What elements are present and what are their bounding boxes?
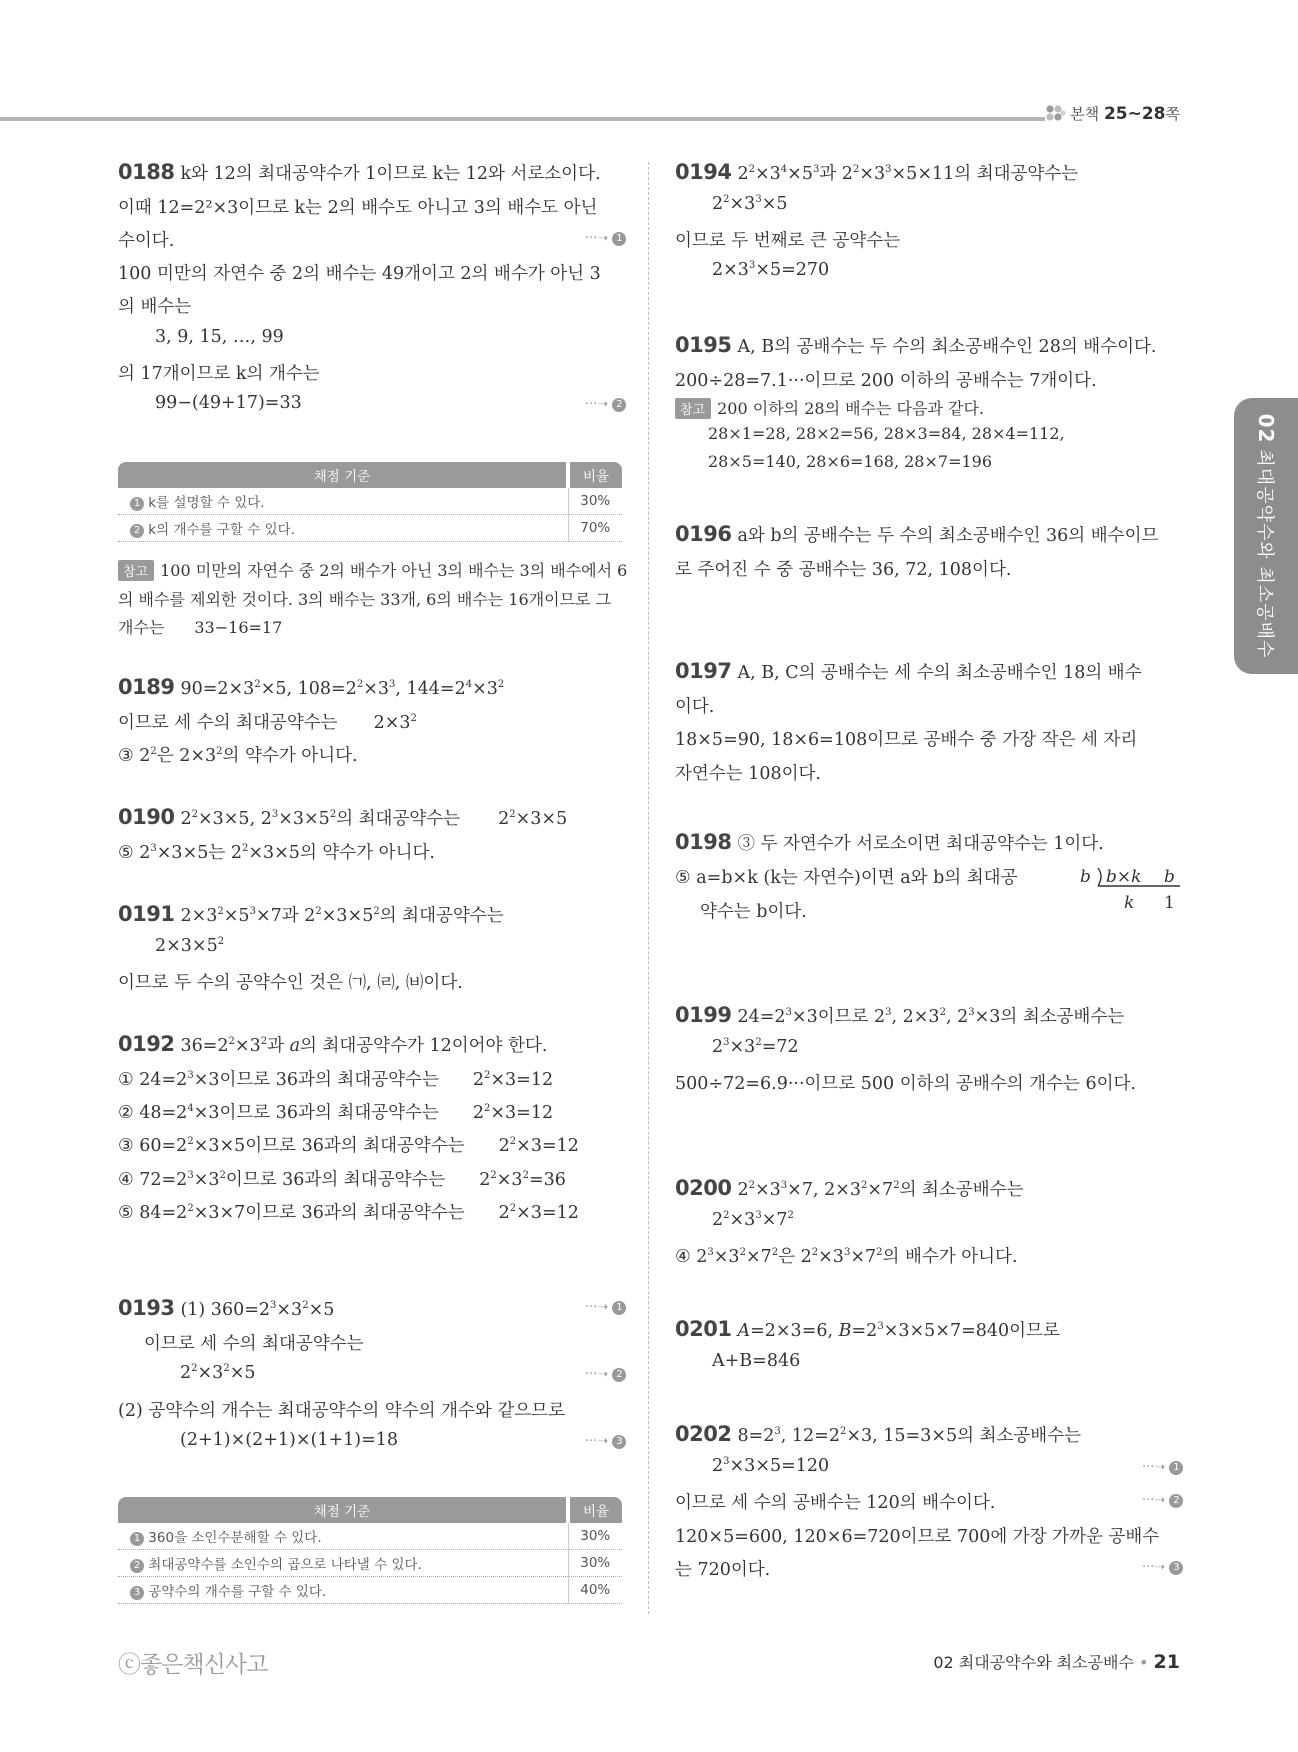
- problem-0188-line3: 수이다.: [118, 231, 175, 251]
- text-line: 개수는: [118, 618, 165, 637]
- ratio-header: 비율: [568, 1497, 622, 1523]
- problem-0188-line1: [118, 160, 601, 185]
- problem-0198-line2: ⑤ a=b×k (k는 자연수)이면 a와 b의 최대공: [675, 868, 1018, 888]
- problem-0188-line7: 의 17개이므로 k의 개수는: [118, 364, 320, 384]
- footer-bullet: •: [1139, 1653, 1149, 1672]
- rubric-ratio: 30%: [568, 488, 622, 515]
- text-line: a와 b의 공배수는 두 수의 최소공배수인 36의 배수이므: [737, 526, 1159, 546]
- problem-0192-line6: ⑤ $84=2^2\times 3\times 7$이므로 36과의 최대공약수는 $2^2\times 3=12$: [118, 1203, 579, 1223]
- problem-0191-line3: 이므로 두 수의 공약수인 것은 ㈀, ㈃, ㈅이다.: [118, 973, 463, 993]
- problem-0188-line5: 의 배수는: [118, 297, 192, 317]
- svg-text:b: b: [1164, 867, 1175, 887]
- text-line: 100 미만의 자연수 중 2의 배수가 아닌 3의 배수는 3의 배수에서 6: [160, 561, 628, 580]
- problem-0190-line2: ⑤ $2^3\times 3\times 5$는 $2^2\times 3\times 5$의 약수가 아니다.: [118, 843, 435, 863]
- problem-0192-line4: ③ $60=2^2\times 3\times 5$이므로 36과의 최대공약수는 $2^2\times 3=12$: [118, 1136, 579, 1156]
- svg-text:k: k: [1124, 893, 1135, 913]
- rubric-mark: 3: [130, 1586, 144, 1600]
- problem-number: 0197: [675, 659, 732, 683]
- reference-0195-line2: 28×1=28, 28×2=56, 28×3=84, 28×4=112,: [708, 424, 1065, 443]
- table-row: [118, 515, 622, 542]
- problem-0197-line2: 이다.: [675, 697, 715, 717]
- problem-number: 0201: [675, 1317, 732, 1341]
- problem-0195-line2: 200÷28=7.1···이므로 200 이하의 공배수는 7개이다.: [675, 371, 1097, 391]
- rubric-ratio: 40%: [568, 1577, 622, 1604]
- problem-number: 0195: [675, 333, 732, 357]
- problem-0202-line2: $2^3\times 3\times 5=120$: [712, 1456, 830, 1476]
- problem-0192-line5: ④ $72=2^3\times 3^2$이므로 36과의 최대공약수는 $2^2\times 3^2=36$: [118, 1170, 566, 1190]
- problem-0189-line3: ③ $2^2$은 $2\times 3^2$의 약수가 아니다.: [118, 746, 358, 766]
- rubric-text: 최대공약수를 소인수의 곱으로 나타낼 수 있다.: [148, 1557, 422, 1573]
- problem-0195-line1: [675, 333, 1156, 358]
- rubric-text: 공약수의 개수를 구할 수 있다.: [148, 1584, 327, 1600]
- problem-number: 0200: [675, 1176, 732, 1200]
- rubric-table-0193: [118, 1497, 622, 1604]
- table-row: [118, 1523, 622, 1550]
- problem-0194-line3: 이므로 두 번째로 큰 공약수는: [675, 231, 901, 251]
- text-line: 33−16=17: [194, 618, 283, 637]
- rubric-header: 채점 기준: [118, 462, 568, 488]
- problem-0188-line8: 99−(49+17)=33: [155, 393, 302, 413]
- problem-number: 0199: [675, 1003, 732, 1027]
- problem-0201-line1: 0201 A=2×3=6, $B=2^3\times 3\times 5\times 7=840$이므로: [675, 1317, 1060, 1341]
- problem-0202-line5: 는 720이다.: [675, 1560, 771, 1580]
- text-line: ③ 두 자연수가 서로소이면 최대공약수는 1이다.: [737, 834, 1104, 854]
- problem-0192-line2: ① $24=2^3\times 3$이므로 36과의 최대공약수는 $2^2\times 3=12$: [118, 1070, 554, 1090]
- problem-0197-line4: 자연수는 108이다.: [675, 764, 821, 784]
- step-marker-2: ···➝ 2: [1142, 1493, 1183, 1508]
- header-suffix: 쪽: [1165, 105, 1180, 123]
- problem-0193-line5: (2+1)×(2+1)×(1+1)=18: [180, 1430, 399, 1450]
- footer-chapter: 02 최대공약수와 최소공배수: [933, 1653, 1134, 1672]
- step-marker-2: ···➝ 2: [585, 397, 626, 412]
- problem-0198-line1: [675, 830, 1104, 855]
- problem-number: 0194: [675, 160, 732, 184]
- text-line: A, B의 공배수는 두 수의 최소공배수인 28의 배수이다.: [737, 337, 1157, 357]
- problem-0202-line3: 이므로 세 수의 공배수는 120의 배수이다.: [675, 1493, 996, 1513]
- rubric-mark: 1: [130, 497, 144, 511]
- header-pages: 25~28: [1103, 104, 1166, 124]
- problem-0194-line2: $2^2\times 3^3\times 5$: [712, 194, 788, 214]
- problem-0200-line3: ④ $2^3\times 3^2\times 7^2$은 $2^2\times 3^3\times 7^2$의 배수가 아니다.: [675, 1247, 1018, 1267]
- problem-0202-line4: 120×5=600, 120×6=720이므로 700에 가장 가까운 공배수: [675, 1527, 1160, 1547]
- problem-0197-line3: 18×5=90, 18×6=108이므로 공배수 중 가장 작은 세 자리: [675, 730, 1138, 750]
- rubric-text: k를 설명할 수 있다.: [148, 495, 265, 511]
- text-line: 200 이하의 28의 배수는 다음과 같다.: [717, 399, 985, 418]
- reference-label: 참고: [118, 560, 154, 581]
- problem-number: 0198: [675, 830, 732, 854]
- svg-text:1: 1: [1164, 893, 1175, 913]
- problem-0192-line1: 0192 $36=2^2\times 3^2$과 a의 최대공약수가 12이어야 한다.: [118, 1032, 548, 1056]
- rubric-mark: 1: [130, 1532, 144, 1546]
- problem-0194-line1: 0194 $2^2\times 3^4\times 5^3$과 $2^2\times 3^3\times 5\times 11$의 최대공약수는: [675, 160, 1079, 184]
- problem-0199-line2: $2^3\times 3^2=72$: [712, 1037, 799, 1057]
- rubric-text: k의 개수를 구할 수 있다.: [148, 522, 295, 538]
- text-line: 이므로 세 수의 최대공약수는: [118, 713, 338, 733]
- header-rule: [0, 117, 1045, 121]
- page-header: [1044, 103, 1180, 124]
- table-row: [118, 1577, 622, 1604]
- ratio-header: 비율: [568, 462, 622, 488]
- problem-0189-line2: 이므로 세 수의 최대공약수는 $2\times 3^2$: [118, 713, 417, 733]
- problem-number: 0191: [118, 902, 175, 926]
- problem-number: 0190: [118, 805, 175, 829]
- problem-0191-line1: 0191 $2\times 3^2\times 5^3\times 7$과 $2^2\times 3\times 5^2$의 최대공약수는: [118, 902, 504, 926]
- reference-0188-line3: [118, 615, 282, 638]
- step-marker-3: ···➝ 3: [1142, 1560, 1183, 1575]
- problem-0188-line4: 100 미만의 자연수 중 2의 배수는 49개이고 2의 배수가 아닌 3: [118, 264, 601, 284]
- problem-0192-line3: ② $48=2^4\times 3$이므로 36과의 최대공약수는 $2^2\times 3=12$: [118, 1103, 554, 1123]
- text-line: k와 12의 최대공약수가 1이므로 k는 12와 서로소이다.: [180, 164, 601, 184]
- problem-0193-line4: (2) 공약수의 개수는 최대공약수의 약수의 개수와 같으므로: [118, 1401, 565, 1421]
- problem-0197-line1: [675, 659, 1142, 684]
- reference-0195-line1: [675, 396, 984, 419]
- reference-0188-line2: 의 배수를 제외한 것이다. 3의 배수는 33개, 6의 배수는 16개이므로 그: [118, 590, 612, 609]
- svg-text:b: b: [1080, 867, 1091, 887]
- problem-0202-line1: 0202 $8=2^3$, $12=2^2\times 3$, 15=3×5의 최소공배수는: [675, 1422, 1082, 1446]
- problem-number: 0189: [118, 675, 175, 699]
- rubric-mark: 2: [130, 1559, 144, 1573]
- problem-0196-line1: [675, 522, 1158, 547]
- problem-0193-line3: $2^2\times 3^2\times 5$: [180, 1363, 256, 1383]
- rubric-mark: 2: [130, 524, 144, 538]
- chapter-side-tab: [1234, 398, 1298, 674]
- rubric-ratio: 30%: [568, 1550, 622, 1577]
- rubric-table-0188: [118, 462, 622, 542]
- page-footer: [933, 1650, 1180, 1673]
- problem-0200-line2: $2^2\times 3^3\times 7^2$: [712, 1210, 794, 1230]
- text-line: A, B, C의 공배수는 세 수의 최소공배수인 18의 배수: [737, 663, 1142, 683]
- problem-number: 0202: [675, 1422, 732, 1446]
- problem-0188-line6: 3, 9, 15, …, 99: [155, 327, 284, 347]
- problem-0190-line1: 0190 $2^2\times 3\times 5$, $2^3\times 3\times 5^2$의 최대공약수는 $2^2\times 3\times 5$: [118, 805, 568, 829]
- step-marker-3: ···➝ 3: [585, 1434, 626, 1449]
- side-tab-num: 02: [1254, 413, 1278, 444]
- problem-0188-line2: 이때 12=2²×3이므로 k는 2의 배수도 아니고 3의 배수도 아닌: [118, 198, 598, 218]
- problem-0199-line3: 500÷72=6.9···이므로 500 이하의 공배수의 개수는 6이다.: [675, 1074, 1137, 1094]
- division-diagram: [1076, 862, 1182, 918]
- problem-0191-line2: $2\times 3\times 5^2$: [155, 936, 225, 956]
- problem-0201-line2: A+B=846: [712, 1351, 801, 1371]
- rubric-ratio: 30%: [568, 1523, 622, 1550]
- table-row: [118, 488, 622, 515]
- problem-0199-line1: 0199 $24=2^3\times 3$이므로 $2^3$, $2\times 3^2$, $2^3\times 3$의 최소공배수는: [675, 1003, 1125, 1027]
- header-label: 본책: [1070, 105, 1100, 123]
- reference-0195-line3: 28×5=140, 28×6=168, 28×7=196: [708, 452, 993, 471]
- problem-number: 0192: [118, 1032, 175, 1056]
- side-tab-title: 최대공약수와 최소공배수: [1254, 449, 1275, 659]
- problem-0196-line2: 로 주어진 수 중 공배수는 36, 72, 108이다.: [675, 560, 1012, 580]
- problem-0194-line4: $2\times 3^3\times 5=270$: [712, 260, 830, 280]
- problem-0193-line2: 이므로 세 수의 최대공약수는: [144, 1334, 364, 1354]
- problem-number: 0196: [675, 522, 732, 546]
- reference-0188-line1: [118, 558, 627, 581]
- rubric-header: 채점 기준: [118, 1497, 568, 1523]
- step-marker-1: ···➝ 1: [1142, 1460, 1183, 1475]
- step-marker-2: ···➝ 2: [585, 1367, 626, 1382]
- step-marker-1: ···➝ 1: [585, 231, 626, 246]
- reference-label: 참고: [675, 398, 711, 419]
- rubric-text: 360을 소인수분해할 수 있다.: [148, 1530, 322, 1546]
- rubric-ratio: 70%: [568, 515, 622, 542]
- problem-number: 0188: [118, 160, 175, 184]
- problem-0193-line1: 0193 (1) $360=2^3\times 3^2\times 5$: [118, 1296, 335, 1320]
- problem-0189-line1: 0189 $90=2\times 3^2\times 5$, $108=2^2\times 3^3$, $144=2^4\times 3^2$: [118, 675, 505, 699]
- problem-number: 0193: [118, 1296, 175, 1320]
- page-number: 21: [1153, 1651, 1180, 1673]
- step-marker-1: ···➝ 1: [585, 1300, 626, 1315]
- table-row: [118, 1550, 622, 1577]
- publisher-logo: ⓒ좋은책신사고: [118, 1652, 268, 1678]
- svg-text:b×k: b×k: [1106, 867, 1142, 887]
- problem-0200-line1: 0200 $2^2\times 3^3\times 7$, $2\times 3^2\times 7^2$의 최소공배수는: [675, 1176, 1024, 1200]
- flower-icon: [1044, 104, 1066, 122]
- problem-0198-line3: 약수는 b이다.: [700, 902, 807, 922]
- column-divider: [648, 162, 649, 1614]
